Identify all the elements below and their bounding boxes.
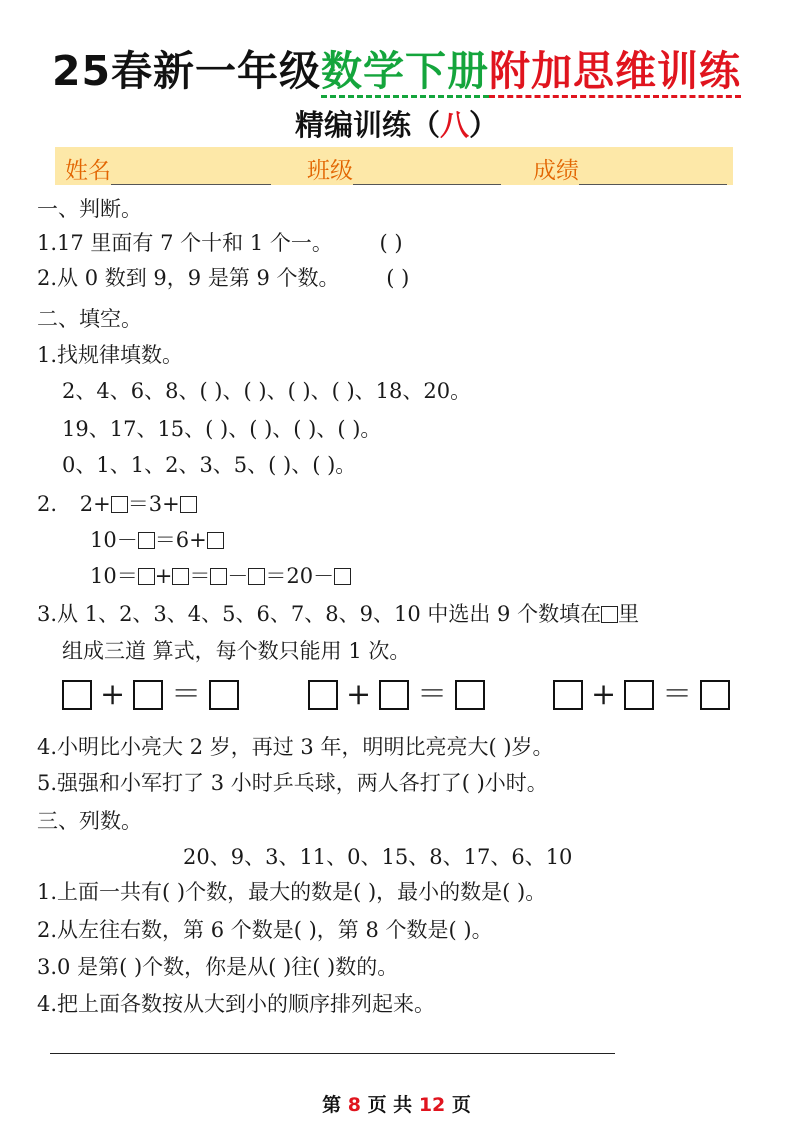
fill-q3-line2: 组成三道 算式，每个数只能用 1 次。 bbox=[62, 639, 411, 663]
title-part-grade: 25春新一年级 bbox=[51, 47, 322, 95]
answer-box[interactable] bbox=[248, 568, 265, 585]
judge-q2-answer[interactable]: ( ) bbox=[386, 266, 410, 290]
number-list: 20、9、3、11、0、15、8、17、6、10 bbox=[183, 845, 573, 869]
section-heading-list: 三、列数。 bbox=[37, 809, 142, 833]
worksheet-title bbox=[0, 38, 793, 97]
answer-box[interactable] bbox=[210, 568, 227, 585]
eq3-eq: ＝ bbox=[189, 564, 211, 588]
eq3-minus: － bbox=[227, 564, 249, 588]
answer-box[interactable] bbox=[172, 568, 189, 585]
answer-box[interactable] bbox=[455, 680, 485, 710]
class-label: 班级 bbox=[307, 158, 353, 184]
plus-sign: + bbox=[100, 677, 126, 712]
name-field bbox=[65, 152, 271, 185]
answer-box[interactable] bbox=[138, 532, 155, 549]
list-question-2[interactable]: 2.从左往右数，第 6 个数是( )，第 8 个数是( )。 bbox=[37, 918, 493, 942]
answer-box[interactable] bbox=[553, 680, 583, 710]
footer-prefix: 第 bbox=[322, 1094, 348, 1116]
box-addition-row-1 bbox=[62, 677, 239, 712]
fill-q3-end: 里 bbox=[618, 602, 640, 626]
class-blank[interactable] bbox=[353, 160, 501, 185]
fill-q3-text: 3.从 1、2、3、4、5、6、7、8、9、10 中选出 9 个数填在 bbox=[37, 602, 602, 626]
name-blank[interactable] bbox=[111, 160, 271, 185]
fill-q2-number: 2. bbox=[37, 492, 58, 516]
list-question-1[interactable]: 1.上面一共有( )个数，最大的数是( )，最小的数是( )。 bbox=[37, 880, 547, 904]
pattern-sequence-2[interactable]: 19、17、15、( )、( )、( )、( )。 bbox=[62, 417, 382, 441]
footer-suffix: 页 bbox=[445, 1094, 471, 1116]
subtitle-prefix: 精编训练（ bbox=[294, 108, 440, 142]
eq3-tail: ＝20－ bbox=[265, 564, 335, 588]
eq2-left: 10－ bbox=[90, 528, 138, 552]
worksheet-subtitle bbox=[0, 103, 793, 144]
eq1-mid: ＝3+ bbox=[127, 492, 180, 516]
eq2-mid: ＝6+ bbox=[154, 528, 207, 552]
section-heading-fill: 二、填空。 bbox=[37, 307, 142, 331]
name-label: 姓名 bbox=[65, 158, 111, 184]
judge-q1-text: 1.17 里面有 7 个十和 1 个一。 bbox=[37, 231, 333, 255]
list-question-3[interactable]: 3.0 是第( )个数，你是从( )往( )数的。 bbox=[37, 955, 399, 979]
box-addition-row-2 bbox=[308, 677, 485, 712]
student-info-bar bbox=[55, 147, 733, 185]
box-equation-3 bbox=[90, 566, 351, 587]
box-icon bbox=[601, 606, 618, 623]
pattern-sequence-3[interactable]: 0、1、1、2、3、5、( )、( )。 bbox=[62, 453, 357, 477]
equals-sign: ＝ bbox=[417, 677, 448, 712]
pattern-sequence-1[interactable]: 2、4、6、8、( )、( )、( )、( )、18、20。 bbox=[62, 379, 472, 403]
judge-question-1 bbox=[37, 233, 403, 254]
box-equation-1 bbox=[37, 494, 197, 515]
box-addition-row-3 bbox=[553, 677, 730, 712]
score-label: 成绩 bbox=[533, 158, 579, 184]
fill-q3-line1 bbox=[37, 604, 639, 625]
answer-box[interactable] bbox=[700, 680, 730, 710]
subtitle-number: 八 bbox=[439, 108, 469, 142]
score-field bbox=[533, 152, 727, 185]
fill-q1-title: 1.找规律填数。 bbox=[37, 343, 184, 367]
answer-box[interactable] bbox=[180, 496, 197, 513]
eq3-plus: + bbox=[154, 564, 173, 588]
plus-sign: + bbox=[591, 677, 617, 712]
title-part-subject: 数学下册 bbox=[321, 47, 489, 98]
score-blank[interactable] bbox=[579, 160, 727, 185]
answer-box[interactable] bbox=[62, 680, 92, 710]
answer-box[interactable] bbox=[334, 568, 351, 585]
eq3-left: 10＝ bbox=[90, 564, 138, 588]
page-footer bbox=[0, 1090, 793, 1117]
answer-box[interactable] bbox=[209, 680, 239, 710]
answer-box[interactable] bbox=[133, 680, 163, 710]
current-page-number: 8 bbox=[347, 1094, 361, 1116]
class-field bbox=[307, 152, 501, 185]
title-part-training: 附加思维训练 bbox=[489, 47, 741, 98]
answer-box[interactable] bbox=[308, 680, 338, 710]
answer-box[interactable] bbox=[138, 568, 155, 585]
fill-question-4[interactable]: 4.小明比小亮大 2 岁，再过 3 年，明明比亮亮大( )岁。 bbox=[37, 735, 554, 759]
fill-question-5[interactable]: 5.强强和小军打了 3 小时乒乓球，两人各打了( )小时。 bbox=[37, 771, 548, 795]
eq1-left: 2+ bbox=[79, 492, 111, 516]
judge-q1-answer[interactable]: ( ) bbox=[379, 231, 403, 255]
subtitle-suffix: ） bbox=[469, 108, 499, 142]
judge-q2-text: 2.从 0 数到 9，9 是第 9 个数。 bbox=[37, 266, 340, 290]
equals-sign: ＝ bbox=[662, 677, 693, 712]
answer-box[interactable] bbox=[379, 680, 409, 710]
section-heading-judge: 一、判断。 bbox=[37, 197, 142, 221]
list-question-4: 4.把上面各数按从大到小的顺序排列起来。 bbox=[37, 992, 436, 1016]
equals-sign: ＝ bbox=[171, 677, 202, 712]
answer-writing-line[interactable] bbox=[50, 1053, 615, 1054]
answer-box[interactable] bbox=[624, 680, 654, 710]
judge-question-2 bbox=[37, 268, 409, 289]
total-pages: 12 bbox=[418, 1094, 446, 1116]
answer-box[interactable] bbox=[111, 496, 128, 513]
box-equation-2 bbox=[90, 530, 224, 551]
answer-box[interactable] bbox=[207, 532, 224, 549]
footer-mid: 页 共 bbox=[360, 1094, 419, 1116]
plus-sign: + bbox=[346, 677, 372, 712]
